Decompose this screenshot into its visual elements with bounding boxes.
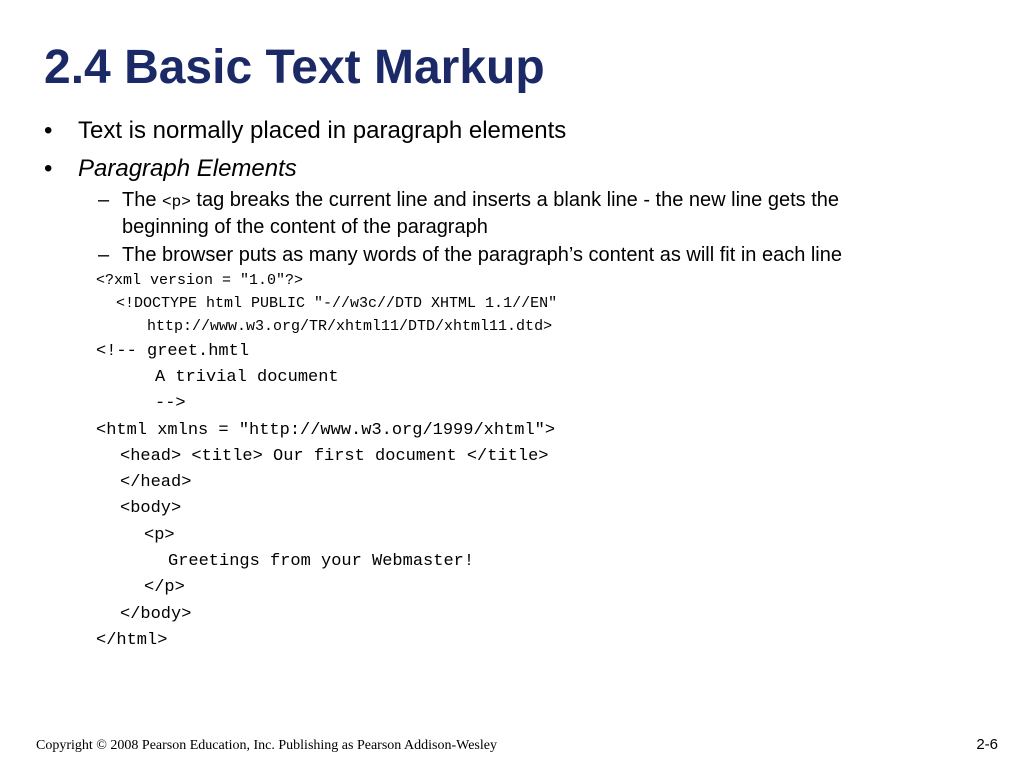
sub-bullet-text: The browser puts as many words of the paragraph’s content as will fit in each line — [122, 244, 842, 266]
bullet-marker: • — [44, 155, 53, 182]
inline-code-p-tag: <p> — [162, 193, 191, 211]
code-line: </html> — [96, 631, 168, 650]
code-line: A trivial document — [155, 368, 339, 387]
footer-copyright: Copyright © 2008 Pearson Education, Inc. Publishing as Pearson Addison-Wesley — [36, 738, 497, 753]
sub-bullet-text-before: The — [122, 189, 163, 211]
bullet-marker: • — [44, 117, 53, 144]
sub-bullet-text-after: tag breaks the current line and inserts a blank line - the new line gets the — [190, 189, 839, 211]
sub-bullet-marker: – — [98, 244, 110, 266]
slide-page-number: 2-6 — [976, 736, 998, 753]
bullet-text: Text is normally placed in paragraph elements — [78, 117, 567, 144]
sub-bullet-text-line2: beginning of the content of the paragraph — [122, 216, 488, 238]
code-line: </body> — [120, 605, 192, 624]
code-line: <!-- greet.hmtl — [96, 342, 250, 361]
code-line: </p> — [144, 578, 185, 597]
code-line: <body> — [120, 499, 182, 518]
code-line: --> — [155, 394, 186, 413]
code-line: <head> <title> Our first document </title> — [120, 447, 549, 466]
code-line: <?xml version = ″1.0″?> — [96, 272, 304, 289]
code-line: </head> — [120, 473, 192, 492]
code-line: http://www.w3.org/TR/xhtml11/DTD/xhtml11.dtd> — [147, 318, 553, 335]
code-line: <p> — [144, 526, 175, 545]
bullet-text: Paragraph Elements — [78, 155, 297, 182]
code-line: <html xmlns = ″http://www.w3.org/1999/xhtml″> — [96, 421, 556, 440]
code-line: Greetings from your Webmaster! — [168, 552, 475, 571]
sub-bullet-marker: – — [98, 189, 110, 211]
sub-bullet-text — [122, 188, 982, 240]
slide-title: 2.4 Basic Text Markup — [44, 41, 545, 94]
code-line: <!DOCTYPE html PUBLIC ″-//w3c//DTD XHTML 1.1//EN″ — [116, 295, 558, 312]
